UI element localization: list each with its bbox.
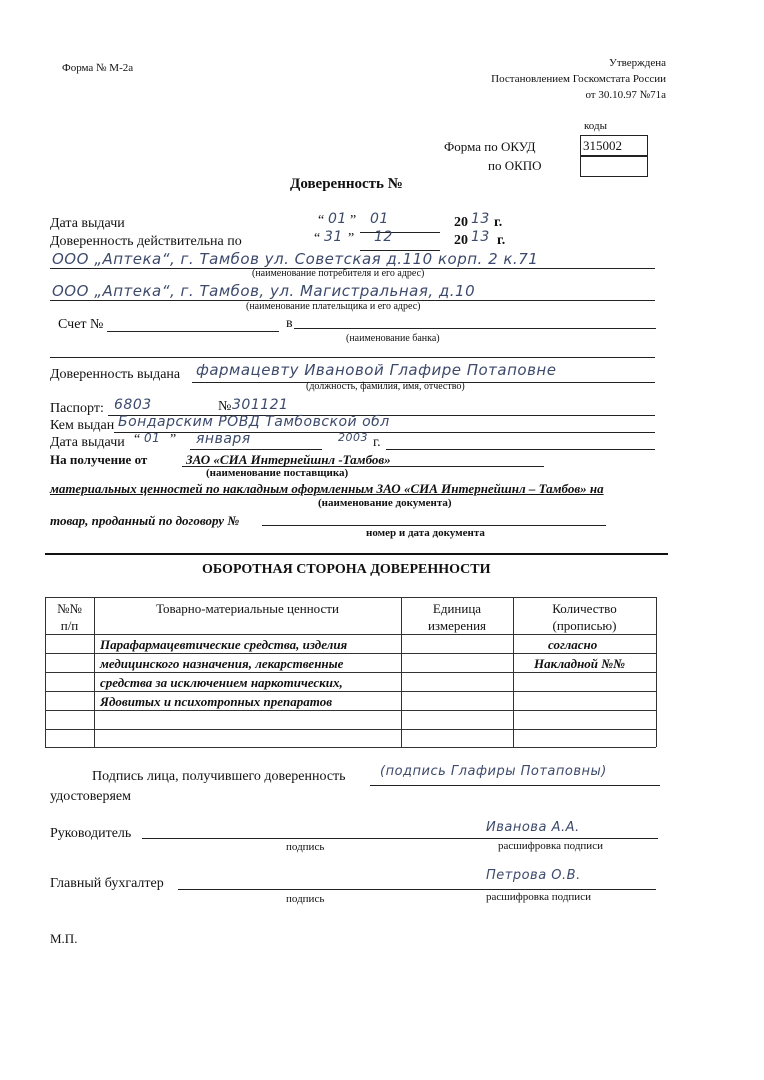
- issue-month: 01: [370, 211, 389, 227]
- payer-value: ООО „Аптека“, г. Тамбов, ул. Магистральная, д.10: [52, 282, 476, 300]
- passport-month: января: [196, 431, 251, 447]
- col-header-quantity: Количество (прописью): [552, 601, 617, 633]
- document-caption: (наименование документа): [318, 497, 452, 509]
- row-item: Ядовитых и психотропных препаратов: [100, 694, 333, 709]
- valid-month: 12: [374, 229, 393, 245]
- issued-to-label: Доверенность выдана: [50, 367, 181, 382]
- receipt-label: На получение от: [50, 452, 148, 467]
- valid-year: 13: [471, 229, 490, 245]
- col-header-goods: Товарно-материальные ценности: [156, 601, 339, 616]
- col-header-number: №№ п/п: [57, 601, 82, 633]
- approved-by: Постановлением Госкомстата России: [491, 73, 666, 85]
- bank-caption: (наименование банка): [346, 333, 440, 344]
- supplier-caption: (наименование поставщика): [206, 467, 349, 479]
- head-signature: Иванова А.А.: [486, 820, 580, 835]
- seal-label: М.П.: [50, 931, 78, 946]
- row-quantity: согласно: [548, 637, 598, 652]
- passport-year-suffix: г.: [373, 435, 381, 450]
- passport-number-prefix: №: [218, 399, 232, 414]
- issuer-value: Бондарским РОВД Тамбовской обл: [118, 414, 390, 430]
- issue-year-prefix: 20: [454, 215, 468, 230]
- accountant-signature: Петрова О.В.: [486, 868, 581, 883]
- issue-date-label: Дата выдачи: [50, 216, 125, 231]
- consumer-caption: (наименование потребителя и его адрес): [252, 268, 425, 279]
- row-item: Парафармацевтические средства, изделия: [100, 637, 348, 652]
- passport-quote-close: ”: [170, 432, 177, 447]
- okud-code-box[interactable]: [580, 135, 648, 157]
- issue-quote-open: “: [318, 213, 325, 228]
- certify-label: удостоверяем: [50, 789, 131, 804]
- okpo-label: по ОКПО: [488, 158, 542, 173]
- document-title: Доверенность №: [290, 176, 403, 192]
- account-label: Счет №: [58, 317, 104, 332]
- valid-year-suffix: г.: [497, 233, 506, 248]
- contract-caption: номер и дата документа: [366, 527, 485, 539]
- okpo-code-box[interactable]: [580, 155, 648, 177]
- passport-series: 6803: [114, 397, 152, 413]
- approved-label: Утверждена: [609, 57, 666, 69]
- supplier-value: ЗАО «СИА Интернейшнл -Тамбов»: [186, 452, 391, 467]
- col-header-unit: Единица измерения: [427, 601, 487, 633]
- bank-in-label: в: [286, 316, 293, 331]
- cut-line: [45, 553, 668, 555]
- issue-day: 01: [328, 211, 347, 227]
- form-name: Форма № М-2а: [62, 62, 134, 74]
- okud-code: 315002: [583, 138, 622, 153]
- valid-year-prefix: 20: [454, 233, 468, 248]
- valid-label: Доверенность действительна по: [50, 234, 242, 249]
- passport-number: 301121: [232, 397, 289, 413]
- issue-year-suffix: г.: [494, 215, 503, 230]
- passport-date-label: Дата выдачи: [50, 435, 125, 450]
- passport-label: Паспорт:: [50, 401, 104, 416]
- reverse-title: ОБОРОТНАЯ СТОРОНА ДОВЕРЕННОСТИ: [202, 562, 491, 577]
- okud-label: Форма по ОКУД: [444, 139, 536, 154]
- passport-day: 01: [144, 431, 161, 445]
- passport-year: 2003: [338, 431, 368, 444]
- approved-date: от 30.10.97 №71а: [585, 89, 666, 101]
- passport-quote-open: “: [134, 432, 141, 447]
- issuer-label: Кем выдан: [50, 418, 115, 433]
- row-quantity: Накладной №№: [534, 656, 626, 671]
- valid-quote-close: ”: [348, 231, 355, 246]
- payer-caption: (наименование плательщика и его адрес): [246, 301, 421, 312]
- consumer-value: ООО „Аптека“, г. Тамбов ул. Советская д.110 корп. 2 к.71: [52, 250, 539, 268]
- contract-label: товар, проданный по договору №: [50, 513, 240, 528]
- issued-to-value: фармацевту Ивановой Глафире Потаповне: [196, 361, 557, 379]
- head-label: Руководитель: [50, 826, 132, 841]
- codes-label: коды: [584, 120, 607, 132]
- head-sign-caption: подпись: [286, 841, 325, 853]
- valid-day: 31: [324, 229, 343, 245]
- row-item: средства за исключением наркотических,: [100, 675, 343, 690]
- valid-quote-open: “: [314, 231, 321, 246]
- row-item: медицинского назначения, лекарственные: [100, 656, 344, 671]
- issue-year: 13: [471, 211, 490, 227]
- accountant-sign-caption: подпись: [286, 893, 325, 905]
- recipient-sign-label: Подпись лица, получившего доверенность: [92, 769, 346, 784]
- issued-to-caption: (должность, фамилия, имя, отчество): [306, 381, 465, 392]
- issue-quote-close: ”: [350, 213, 357, 228]
- materials-text: материальных ценностей по накладным оформленным ЗАО «СИА Интернейшнл – Тамбов» на: [50, 481, 604, 496]
- accountant-decode-caption: расшифровка подписи: [486, 891, 591, 903]
- recipient-signature: (подпись Глафиры Потаповны): [380, 764, 607, 779]
- accountant-label: Главный бухгалтер: [50, 876, 164, 891]
- head-decode-caption: расшифровка подписи: [498, 840, 603, 852]
